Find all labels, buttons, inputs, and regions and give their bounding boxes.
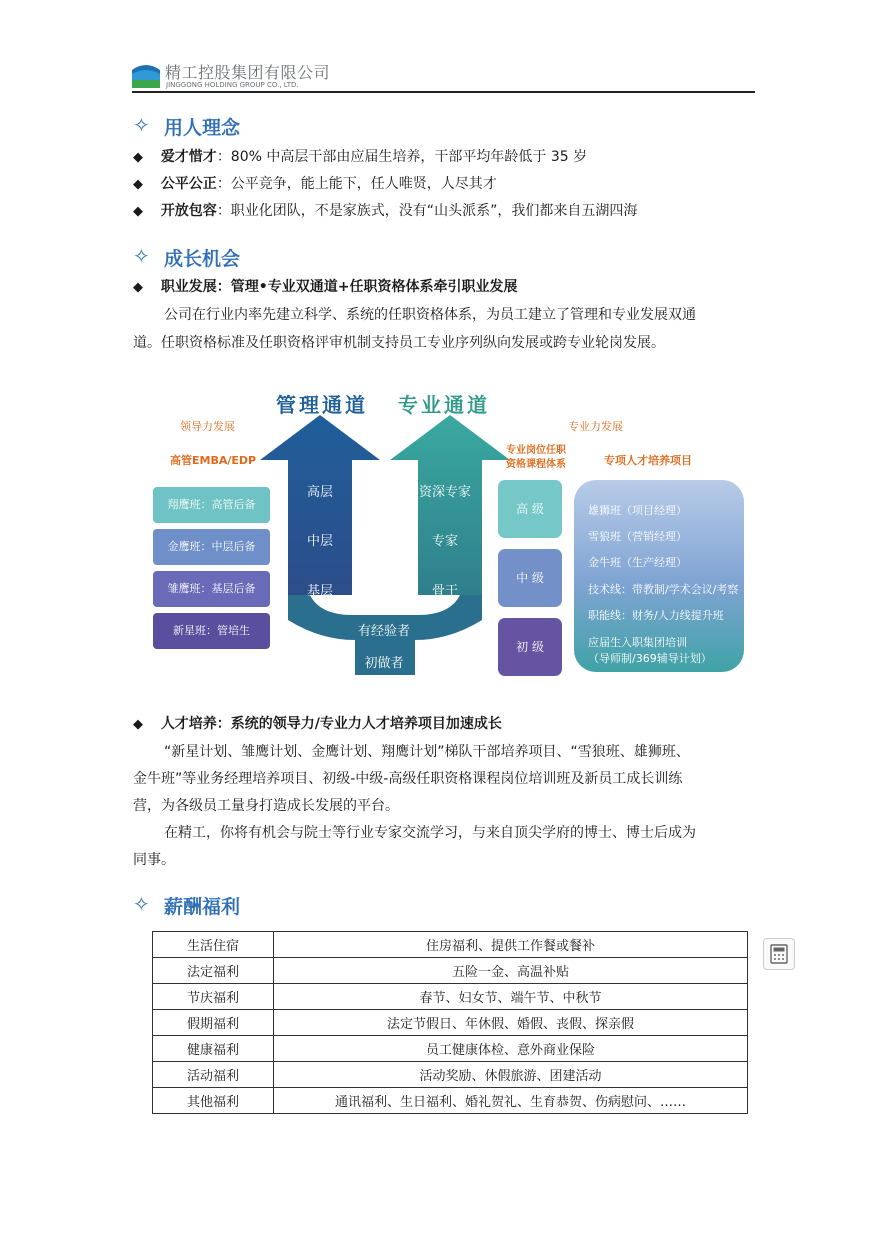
panel-item: 应届生入职集团培训 bbox=[588, 636, 687, 649]
career-paragraph-line: 公司在行业内率先建立科学、系统的任职资格体系，为员工建立了管理和专业发展双通 bbox=[164, 307, 696, 323]
panel-item: 雄狮班（项目经理） bbox=[588, 504, 687, 517]
left-arrow-level: 高层 bbox=[306, 485, 333, 500]
left-pill: 金鹰班：中层后备 bbox=[153, 529, 270, 565]
benefit-row bbox=[153, 932, 748, 958]
career-paragraph-line: 道。任职资格标准及任职资格评审机制支持员工专业序列纵向发展或跨专业轮岗发展。 bbox=[133, 335, 665, 351]
right-arrow-level: 资深专家 bbox=[418, 485, 471, 500]
benefit-category: 节庆福利 bbox=[153, 984, 274, 1010]
benefit-category: 其他福利 bbox=[153, 1088, 274, 1114]
professional-sub-1: 专业岗位任职 bbox=[506, 445, 566, 456]
left-pill: 雏鹰班：基层后备 bbox=[153, 571, 270, 607]
benefit-category: 生活住宿 bbox=[153, 932, 274, 958]
right-arrow-level: 专家 bbox=[431, 534, 458, 549]
header-divider bbox=[132, 91, 755, 93]
section-title-philosophy: 用人理念 bbox=[164, 117, 241, 139]
benefit-content: 员工健康体检、意外商业保险 bbox=[274, 1036, 748, 1062]
benefit-content: 住房福利、提供工作餐或餐补 bbox=[274, 932, 748, 958]
level-box: 中 级 bbox=[498, 549, 562, 607]
item-text: ：公平竞争，能上能下，任人唯贤，人尽其才 bbox=[216, 176, 497, 192]
experts-paragraph-line: 同事。 bbox=[133, 852, 175, 868]
growth-item-talent bbox=[133, 710, 502, 739]
diagram-title-management: 管理通道 bbox=[276, 393, 368, 417]
benefit-content: 春节、妇女节、端午节、中秋节 bbox=[274, 984, 748, 1010]
philosophy-item-1 bbox=[133, 143, 587, 172]
level-box: 高 级 bbox=[498, 480, 562, 538]
professional-sub-3: 专项人才培养项目 bbox=[604, 454, 692, 467]
left-pill: 新星班：管培生 bbox=[153, 613, 270, 649]
benefit-category: 假期福利 bbox=[153, 1010, 274, 1036]
item-key: 公平公正 bbox=[160, 176, 217, 192]
leadership-sub: 高管EMBA/EDP bbox=[170, 454, 257, 467]
base-label: 初做者 bbox=[364, 656, 404, 671]
section-star-icon: ✧ bbox=[133, 244, 150, 268]
diamond-bullet-icon: ◆ bbox=[133, 280, 143, 295]
benefit-content: 通讯福利、生日福利、婚礼贺礼、生育恭贺、伤病慰问、…… bbox=[274, 1088, 748, 1114]
benefit-row bbox=[153, 1062, 748, 1088]
diagram-title-professional: 专业通道 bbox=[398, 393, 490, 417]
talent-heading: 人才培养：系统的领导力/专业力人才培养项目加速成长 bbox=[160, 716, 502, 732]
panel-item: 职能线：财务/人力线提升班 bbox=[588, 609, 724, 622]
section-title-benefits: 薪酬福利 bbox=[164, 896, 241, 918]
section-star-icon: ✧ bbox=[133, 113, 150, 137]
company-name-cn: 精工控股集团有限公司 bbox=[165, 63, 331, 82]
company-logo bbox=[132, 60, 160, 88]
panel-item: 雪狼班（营销经理） bbox=[588, 530, 687, 543]
item-text: ：80% 中高层干部由应届生培养，干部平均年龄低于 35 岁 bbox=[216, 149, 588, 165]
left-arrow-level: 基层 bbox=[306, 584, 333, 599]
left-pill: 翔鹰班：高管后备 bbox=[153, 487, 270, 523]
section-title-growth: 成长机会 bbox=[164, 248, 241, 270]
benefit-row bbox=[153, 1036, 748, 1062]
item-key: 开放包容 bbox=[160, 203, 217, 219]
professional-sub-2: 资格课程体系 bbox=[506, 459, 566, 470]
benefit-content: 活动奖励、休假旅游、团建活动 bbox=[274, 1062, 748, 1088]
career-heading: 职业发展：管理•专业双通道+任职资格体系牵引职业发展 bbox=[160, 279, 518, 295]
diamond-bullet-icon: ◆ bbox=[133, 204, 143, 219]
calculator-glyph bbox=[764, 939, 794, 969]
base-label: 有经验者 bbox=[357, 624, 410, 639]
right-arrow-level: 骨干 bbox=[431, 584, 458, 599]
item-text: ：职业化团队，不是家族式，没有“山头派系”，我们都来自五湖四海 bbox=[216, 203, 638, 219]
benefit-content: 法定节假日、年休假、婚假、丧假、探亲假 bbox=[274, 1010, 748, 1036]
company-name-en: JINGGONG HOLDING GROUP CO., LTD. bbox=[166, 81, 299, 89]
leadership-label: 领导力发展 bbox=[180, 420, 235, 433]
experts-paragraph-line: 在精工，你将有机会与院士等行业专家交流学习，与来自顶尖学府的博士、博士后成为 bbox=[164, 825, 696, 841]
benefit-category: 健康福利 bbox=[153, 1036, 274, 1062]
diamond-bullet-icon: ◆ bbox=[133, 177, 143, 192]
diamond-bullet-icon: ◆ bbox=[133, 150, 143, 165]
level-box: 初 级 bbox=[498, 618, 562, 676]
benefit-row bbox=[153, 1088, 748, 1114]
benefit-category: 法定福利 bbox=[153, 958, 274, 984]
talent-paragraph-line: “新星计划、雏鹰计划、金鹰计划、翔鹰计划”梯队干部培养项目、“雪狼班、雄狮班、 bbox=[164, 744, 690, 760]
diamond-bullet-icon: ◆ bbox=[133, 717, 143, 732]
calculator-icon[interactable] bbox=[763, 938, 795, 970]
growth-item-career bbox=[133, 273, 518, 302]
talent-paragraph-line: 营，为各级员工量身打造成长发展的平台。 bbox=[133, 798, 399, 814]
philosophy-item-3 bbox=[133, 197, 637, 226]
benefit-category: 活动福利 bbox=[153, 1062, 274, 1088]
benefit-content: 五险一金、高温补贴 bbox=[274, 958, 748, 984]
professional-label: 专业力发展 bbox=[568, 420, 623, 433]
benefit-row bbox=[153, 958, 748, 984]
left-arrow-level: 中层 bbox=[306, 534, 333, 549]
section-star-icon: ✧ bbox=[133, 892, 150, 916]
benefit-row bbox=[153, 1010, 748, 1036]
panel-item: 技术线：带教制/学术会议/考察 bbox=[588, 583, 739, 596]
panel-item: 金牛班（生产经理） bbox=[588, 556, 687, 569]
item-key: 爱才惜才 bbox=[160, 149, 217, 165]
talent-paragraph-line: 金牛班”等业务经理培养项目、初级-中级-高级任职资格课程岗位培训班及新员工成长训练 bbox=[133, 771, 683, 787]
career-channel-diagram bbox=[150, 385, 750, 685]
benefits-table bbox=[152, 931, 748, 1114]
philosophy-item-2 bbox=[133, 170, 497, 199]
panel-item: （导师制/369辅导计划） bbox=[588, 652, 712, 665]
benefit-row bbox=[153, 984, 748, 1010]
